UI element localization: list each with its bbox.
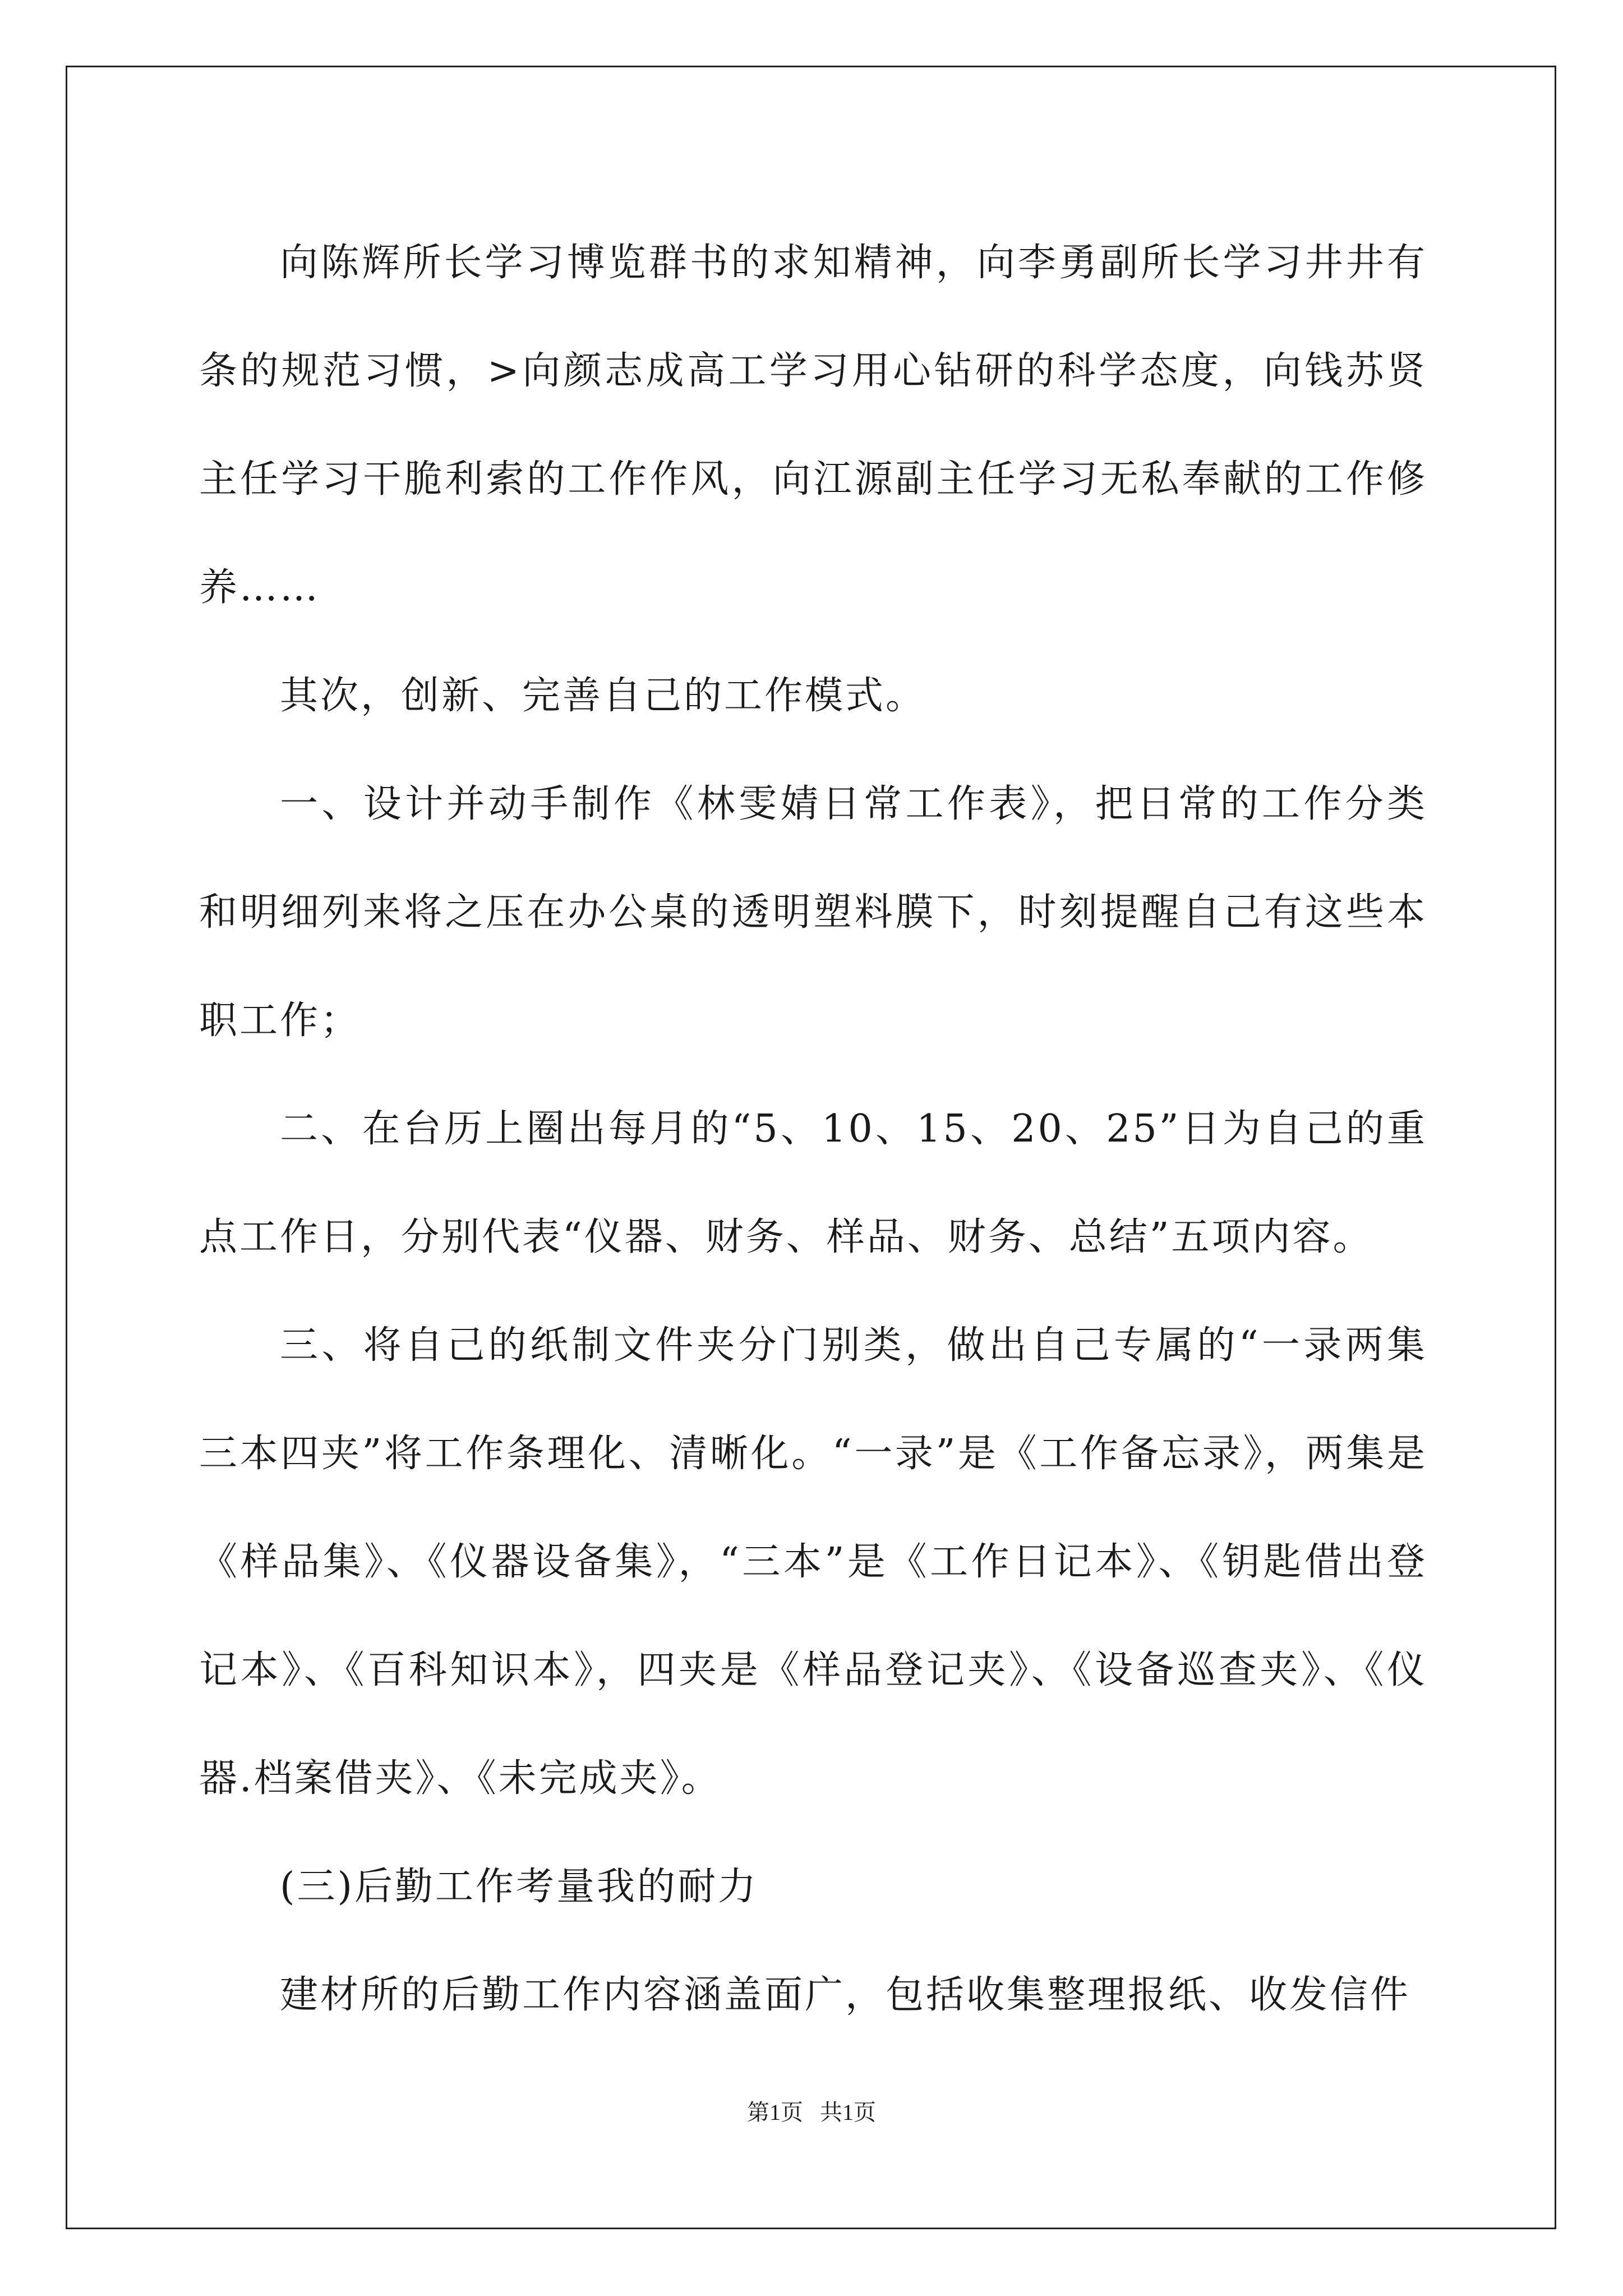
page-number-footer: 第1页 共1页 bbox=[747, 2100, 876, 2125]
paragraph-learning-from-colleagues: 向陈辉所长学习博览群书的求知精神，向李勇副所长学习井井有条的规范习惯，>向颜志成高工学习用心钻研的科学态度，向钱苏贤主任学习干脆利索的工作作风，向江源副主任学习无私奉献的工作修养…… bbox=[199, 241, 1427, 610]
section-heading-logistics: (三)后勤工作考量我的耐力 bbox=[280, 1865, 759, 1909]
paragraph-item-two: 二、在台历上圈出每月的“5、10、15、20、25”日为自己的重点工作日，分别代表“仪器、财务、样品、财务、总结”五项内容。 bbox=[199, 1107, 1427, 1259]
paragraph-item-three: 三、将自己的纸制文件夹分门别类，做出自己专属的“一录两集三本四夹”将工作条理化、清晰化。“一录”是《工作备忘录》，两集是《样品集》、《仪器设备集》，“三本”是《工作日记本》、《钥匙借出登记本》、《百科知识本》，四夹是《样品登记夹》、《设备巡查夹》、《仪器.档案借夹》、《未完成夹》。 bbox=[199, 1323, 1428, 1801]
paragraph-item-one: 一、设计并动手制作《林雯婧日常工作表》，把日常的工作分类和明细列来将之压在办公桌的透明塑料膜下，时刻提醒自己有这些本职工作； bbox=[199, 782, 1427, 1043]
paragraph-logistics-content: 建材所的后勤工作内容涵盖面广，包括收集整理报纸、收发信件 bbox=[280, 1973, 1411, 2017]
document-body bbox=[199, 209, 1427, 2049]
paragraph-work-mode-intro: 其次，创新、完善自己的工作模式。 bbox=[280, 674, 926, 718]
